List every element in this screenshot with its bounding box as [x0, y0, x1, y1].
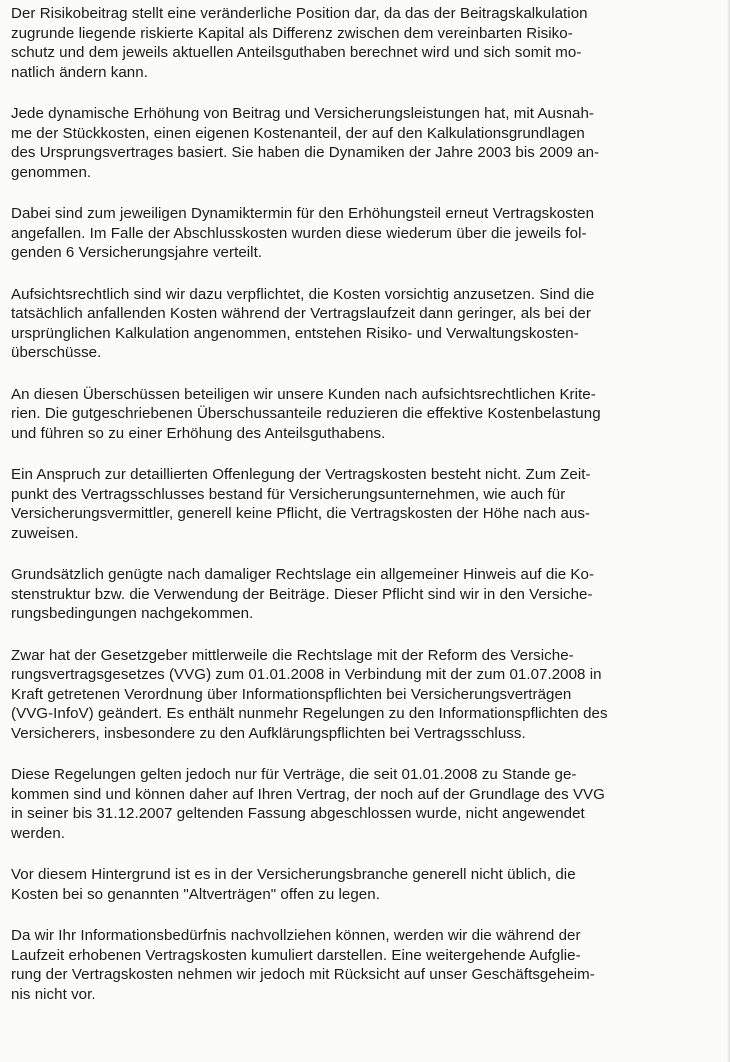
text-line: Versicherers, insbesondere zu den Aufklärungspflichten bei Vertragsschluss. — [11, 724, 526, 742]
text-line: rungsbedingungen nachgekommen. — [11, 605, 254, 622]
paragraph-1 — [11, 4, 717, 82]
paragraph-11 — [11, 926, 717, 1004]
text-line: angefallen. Im Falle der Abschlusskosten wurden diese wiederum über die jeweils fol- — [11, 224, 587, 242]
text-line: Grundsätzlich genügte nach damaliger Rechtslage ein allgemeiner Hinweis auf die Ko- — [11, 566, 595, 583]
text-line: ursprünglichen Kalkulation angenommen, entstehen Risiko- und Verwaltungskosten- — [11, 324, 579, 342]
text-line: Ein Anspruch zur detaillierten Offenlegung der Vertragskosten besteht nicht. Zum Zeit- — [11, 466, 591, 483]
text-line: Versicherungsvermittler, generell keine Pflicht, die Vertragskosten der Höhe nach aus- — [11, 505, 591, 522]
paragraph-8 — [11, 646, 717, 744]
paragraph-2 — [11, 104, 717, 182]
paragraph-3 — [11, 204, 717, 263]
text-line: Zwar hat der Gesetzgeber mittlerweile die Rechtslage mit der Reform des Versiche- — [11, 646, 574, 664]
text-line: kommen sind und können daher auf Ihren Vertrag, der noch auf der Grundlage des VVG — [11, 785, 605, 803]
text-line: überschüsse. — [11, 344, 102, 361]
text-line: genden 6 Versicherungsjahre verteilt. — [11, 244, 263, 261]
text-line: Kosten bei so genannten "Altverträgen" offen zu legen. — [11, 885, 380, 903]
paragraph-9 — [11, 765, 717, 843]
text-line: Dabei sind zum jeweiligen Dynamiktermin für den Erhöhungsteil erneut Vertragskosten — [11, 205, 595, 222]
text-line: Vor diesem Hintergrund ist es in der Versicherungsbranche generell nicht üblich, die — [11, 866, 576, 883]
text-line: (VVG-InfoV) geändert. Es enthält nunmehr Regelungen zu den Informationspflichten des — [11, 705, 608, 722]
text-line: und führen so zu einer Erhöhung des Anteilsguthabens. — [11, 424, 386, 442]
paragraph-5 — [11, 385, 717, 444]
text-line: Der Risikobeitrag stellt eine veränderliche Position dar, da das der Beitragskalkulation — [11, 5, 588, 22]
text-line: genommen. — [11, 163, 92, 181]
text-line: rien. Die gutgeschriebenen Überschussanteile reduzieren die effektive Kostenbelastung — [11, 405, 601, 422]
paragraph-7 — [11, 565, 717, 624]
text-line: Aufsichtsrechtlich sind wir dazu verpflichtet, die Kosten vorsichtig anzusetzen. Sind die — [11, 285, 595, 303]
text-line: me der Stückkosten, einen eigenen Kostenanteil, der auf den Kalkulationsgrundlagen — [11, 124, 585, 142]
text-line: werden. — [11, 824, 66, 842]
text-line: natlich ändern kann. — [11, 63, 148, 81]
text-line: Jede dynamische Erhöhung von Beitrag und Versicherungsleistungen hat, mit Ausnah- — [11, 105, 595, 122]
text-line: rungsvertragsgesetzes (VVG) zum 01.01.2008 in Verbindung mit der zum 01.07.2008 in — [11, 666, 602, 683]
text-line: punkt des Vertragsschlusses bestand für Versicherungsunternehmen, wie auch für — [11, 485, 566, 503]
text-line: stenstruktur bzw. die Verwendung der Beiträge. Dieser Pflicht sind wir in den Versiche- — [11, 585, 593, 603]
paragraph-4 — [11, 285, 717, 363]
text-line: in seiner bis 31.12.2007 geltenden Fassung abgeschlossen wurde, nicht angewendet — [11, 805, 585, 822]
text-line: rung der Vertragskosten nehmen wir jedoch mit Rücksicht auf unser Geschäftsgeheim- — [11, 966, 595, 983]
text-line: Laufzeit erhobenen Vertragskosten kumuliert darstellen. Eine weitergehende Aufglie- — [11, 946, 581, 964]
text-line: nis nicht vor. — [11, 985, 96, 1003]
text-line: Diese Regelungen gelten jedoch nur für Verträge, die seit 01.01.2008 zu Stande ge- — [11, 766, 577, 783]
text-line: Da wir Ihr Informationsbedürfnis nachvollziehen können, werden wir die während der — [11, 927, 581, 944]
text-line: zuweisen. — [11, 524, 79, 542]
text-line: zugrunde liegende riskierte Kapital als Differenz zwischen dem vereinbarten Risiko- — [11, 24, 573, 42]
paragraph-6 — [11, 465, 717, 543]
text-line: des Ursprungsvertrages basiert. Sie haben die Dynamiken der Jahre 2003 bis 2009 an- — [11, 144, 600, 161]
document-body — [11, 4, 717, 1026]
text-line: An diesen Überschüssen beteiligen wir unsere Kunden nach aufsichtsrechtlichen Krite- — [11, 385, 596, 403]
text-line: Kraft getretenen Verordnung über Informationspflichten bei Versicherungsverträgen — [11, 685, 572, 703]
text-line: tatsächlich anfallenden Kosten während der Vertragslaufzeit dann geringer, als bei der — [11, 305, 591, 322]
text-line: schutz und dem jeweils aktuellen Anteilsguthaben berechnet wird und sich somit mo- — [11, 44, 582, 61]
paragraph-10 — [11, 865, 717, 904]
